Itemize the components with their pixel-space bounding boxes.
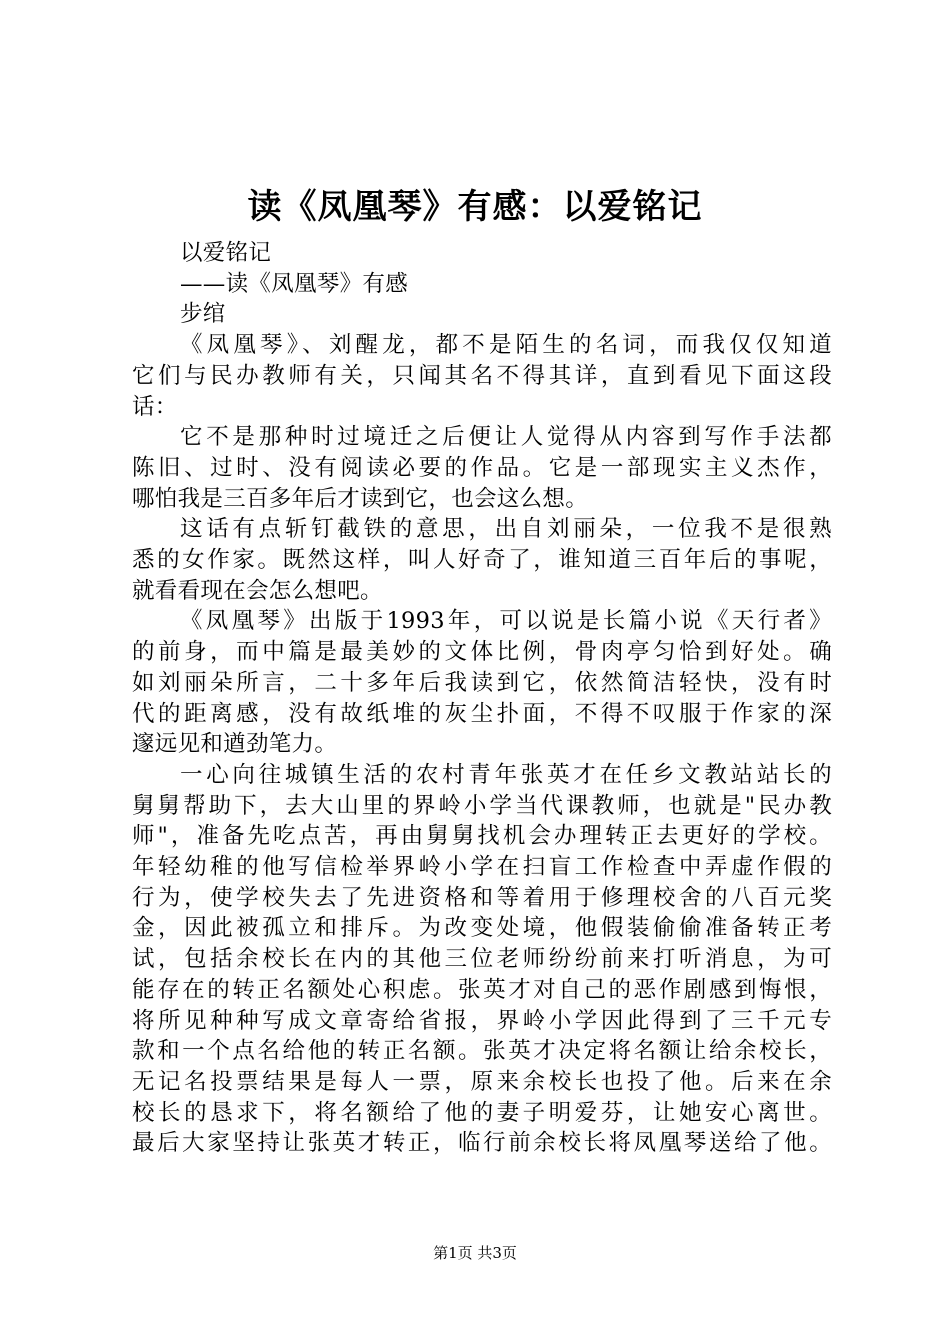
subtitle-line: ——读《凤凰琴》有感 [180,270,409,297]
text-line: 师"，准备先吃点苦，再由舅舅找机会办理转正去更好的学校。 [132,823,832,850]
text-line: 《凤凰琴》、刘醒龙，都不是陌生的名词，而我仅仅知道 [180,332,832,359]
text-line: 舅舅帮助下，去大山里的界岭小学当代课教师，也就是"民办教 [132,792,832,819]
text-line: 校长的恳求下，将名额给了他的妻子明爱芬，让她安心离世。 [132,1099,832,1126]
text-line: 它们与民办教师有关，只闻其名不得其详，直到看见下面这段 [132,362,832,389]
page-footer: 第1页 共3页 [433,1244,517,1262]
text-line: 这话有点斩钉截铁的意思，出自刘丽朵，一位我不是很熟 [180,516,832,543]
text-line: 悉的女作家。既然这样，叫人好奇了，谁知道三百年后的事呢， [132,547,832,574]
text-line: 一心向往城镇生活的农村青年张英才在任乡文教站站长的 [180,761,832,788]
text-line: 它不是那种时过境迁之后便让人觉得从内容到写作手法都 [180,424,832,451]
author-line: 步绾 [180,301,226,328]
subtitle-line: 以爱铭记 [180,240,272,266]
text-line: 《凤凰琴》出版于1993年，可以说是长篇小说《天行者》 [180,608,832,635]
text-line: 的前身，而中篇是最美妙的文体比例，骨肉亭匀恰到好处。确 [132,639,832,666]
text-line: 话： [132,393,178,420]
text-line: 无记名投票结果是每人一票，原来余校长也投了他。后来在余 [132,1068,832,1095]
text-line: 年轻幼稚的他写信检举界岭小学在扫盲工作检查中弄虚作假的 [132,854,832,881]
text-line: 如刘丽朵所言，二十多年后我读到它，依然简洁轻快，没有时 [132,669,832,696]
text-line: 邃远见和遒劲笔力。 [132,731,338,758]
text-line: 能存在的转正名额处心积虑。张英才对自己的恶作剧感到悔恨， [132,976,832,1003]
text-line: 哪怕我是三百多年后才读到它，也会这么想。 [132,485,589,512]
text-line: 将所见种种写成文章寄给省报，界岭小学因此得到了三千元专 [132,1007,832,1034]
text-line: 陈旧、过时、没有阅读必要的作品。它是一部现实主义杰作， [132,454,832,481]
text-line: 款和一个点名给他的转正名额。张英才决定将名额让给余校长， [132,1038,832,1065]
text-line: 代的距离感，没有故纸堆的灰尘扑面，不得不叹服于作家的深 [132,700,832,727]
document-title: 读《凤凰琴》有感：以爱铭记 [247,187,703,227]
text-line: 试，包括余校长在内的其他三位老师纷纷前来打听消息，为可 [132,946,832,973]
text-line: 金，因此被孤立和排斥。为改变处境，他假装偷偷准备转正考 [132,915,832,942]
document-body [132,238,832,1159]
text-line: 最后大家坚持让张英才转正，临行前余校长将凤凰琴送给了他。 [132,1130,832,1157]
text-line: 就看看现在会怎么想吧。 [132,577,383,604]
text-line: 行为，使学校失去了先进资格和等着用于修理校舍的八百元奖 [132,884,832,911]
